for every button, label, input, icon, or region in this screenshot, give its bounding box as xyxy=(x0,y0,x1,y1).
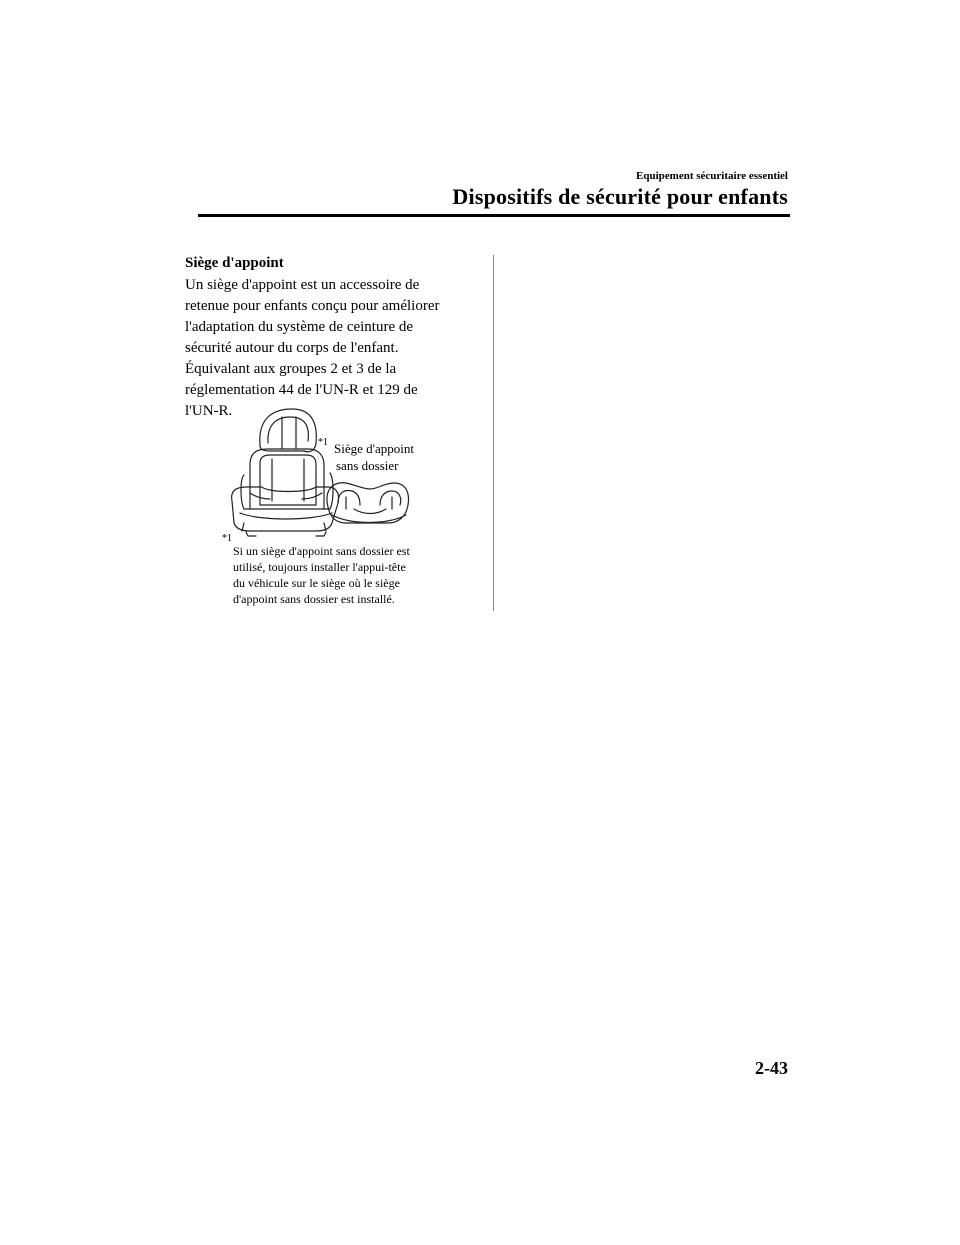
section-heading: Siège d'appoint xyxy=(185,255,284,271)
paragraph-line: retenue pour enfants conçu pour améliorer xyxy=(185,298,440,314)
footnote-line: Si un siège d'appoint sans dossier est xyxy=(233,544,410,558)
header-rule xyxy=(198,214,790,217)
page-number: 2-43 xyxy=(755,1058,788,1078)
footnote-line: utilisé, toujours installer l'appui-tête xyxy=(233,560,406,574)
backless-booster-shape xyxy=(327,483,409,523)
section-label: Equipement sécuritaire essentiel xyxy=(636,170,788,182)
body-paragraph xyxy=(185,275,490,422)
chapter-title: Dispositifs de sécurité pour enfants xyxy=(452,184,788,209)
callout-label-line: sans dossier xyxy=(336,458,399,473)
callout-label xyxy=(334,440,414,474)
footnote-line: du véhicule sur le siège où le siège xyxy=(233,576,400,590)
paragraph-line: Équivalant aux groupes 2 et 3 de la xyxy=(185,361,397,377)
footnote-text xyxy=(233,543,483,607)
paragraph-line: réglementation 44 de l'UN-R et 129 de xyxy=(185,382,418,398)
booster-seat-figure xyxy=(220,405,430,545)
footnote-mark: *1 xyxy=(222,533,232,544)
callout-label-line: Siège d'appoint xyxy=(334,441,414,456)
paragraph-line: Un siège d'appoint est un accessoire de xyxy=(185,277,420,293)
callout-mark: *1 xyxy=(318,437,328,448)
footnote-line: d'appoint sans dossier est installé. xyxy=(233,592,395,606)
paragraph-line: l'adaptation du système de ceinture de xyxy=(185,319,414,335)
booster-seat-illustration xyxy=(220,405,430,545)
paragraph-line: l'UN-R. xyxy=(185,403,233,419)
paragraph-line: sécurité autour du corps de l'enfant. xyxy=(185,340,399,356)
column-divider xyxy=(493,255,494,611)
